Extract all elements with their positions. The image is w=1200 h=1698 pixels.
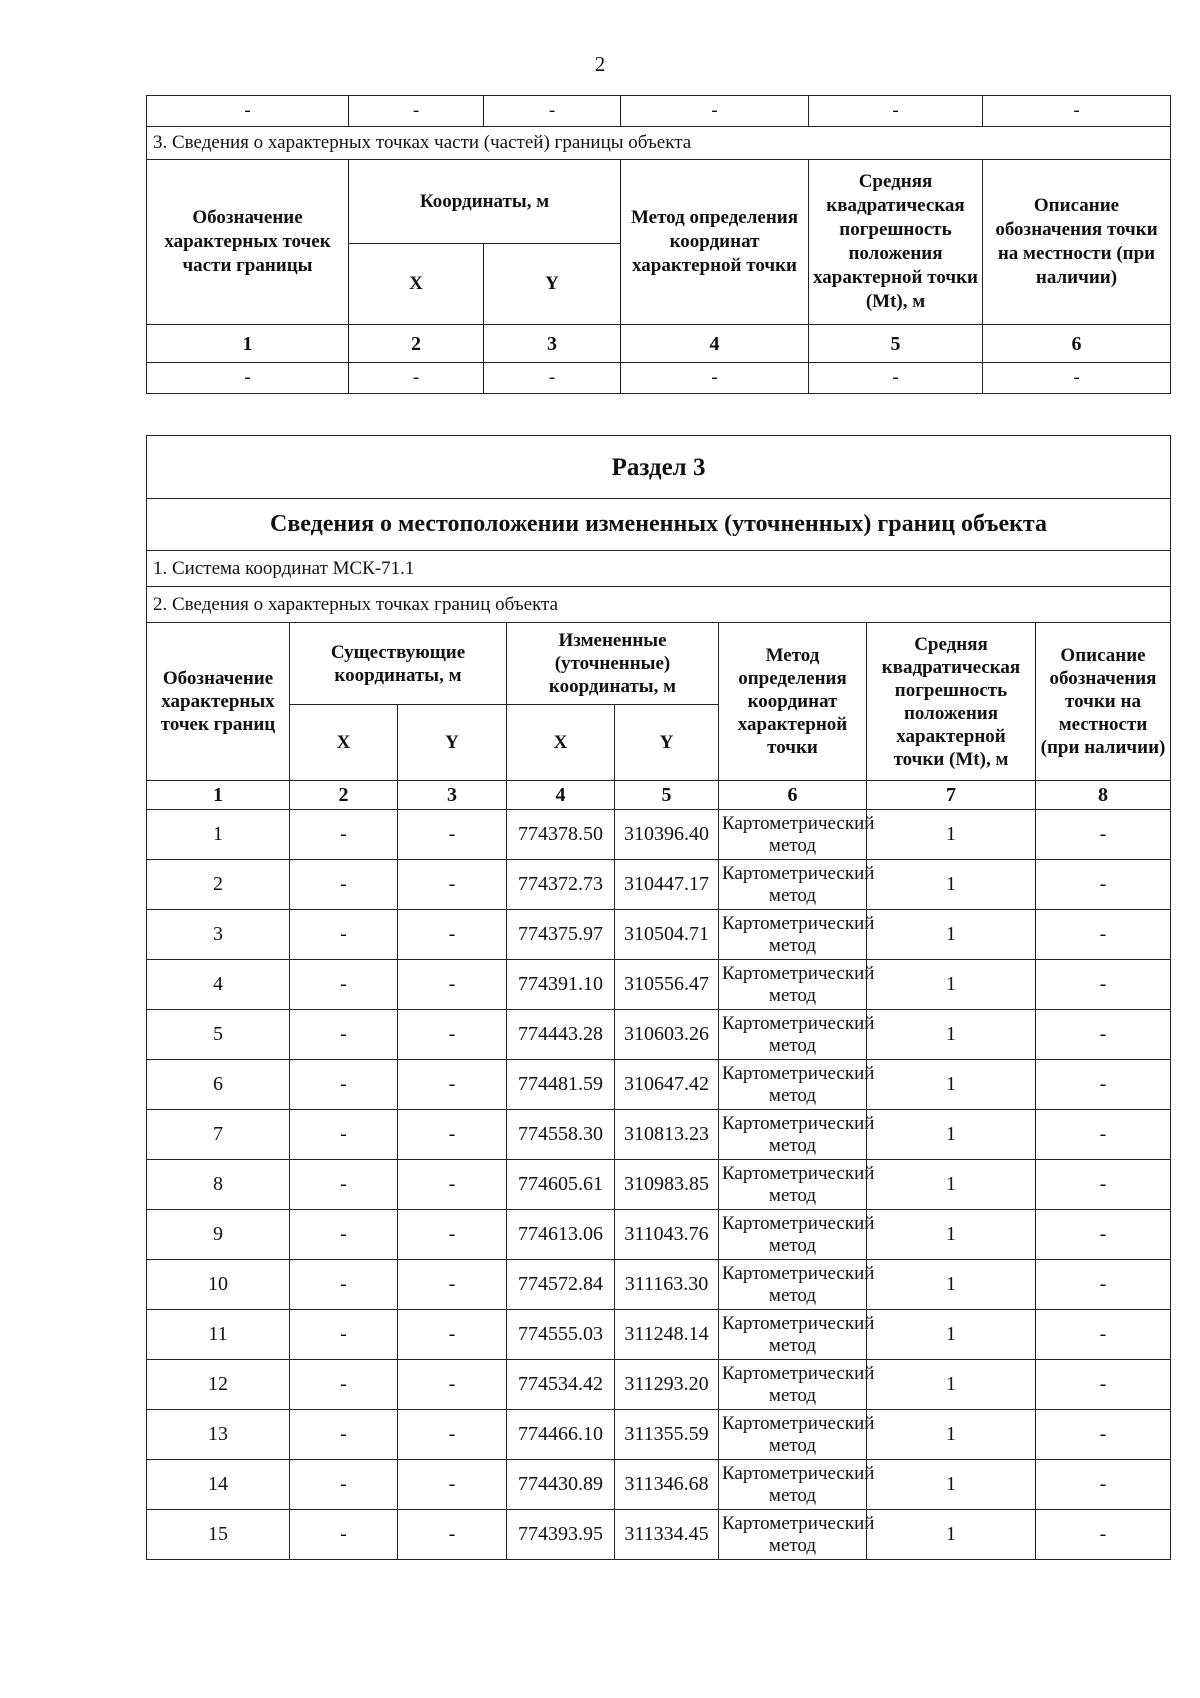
method-cell: Картометрический метод — [719, 910, 867, 960]
point-number-cell: 1 — [147, 810, 290, 860]
method-cell: Картометрический метод — [719, 860, 867, 910]
changed-x-cell: 774372.73 — [507, 860, 615, 910]
description-cell: - — [1036, 1360, 1171, 1410]
header-description: Описание обозначения точки на местности (при наличии) — [983, 160, 1171, 325]
existing-x-cell: - — [290, 1260, 398, 1310]
description-cell: - — [1036, 1410, 1171, 1460]
column-number: 1 — [147, 781, 290, 810]
table-row — [147, 910, 1171, 960]
existing-x-cell: - — [290, 1060, 398, 1110]
changed-x-cell: 774466.10 — [507, 1410, 615, 1460]
column-number: 5 — [809, 325, 983, 363]
header-description: Описание обозначения точки на местности (при наличии) — [1036, 623, 1171, 781]
error-cell: 1 — [867, 1010, 1036, 1060]
point-number-cell: 13 — [147, 1410, 290, 1460]
description-cell: - — [1036, 1510, 1171, 1560]
changed-y-cell: 310447.17 — [615, 860, 719, 910]
section-title: Раздел 3 — [147, 436, 1171, 499]
changed-y-cell: 311163.30 — [615, 1260, 719, 1310]
existing-x-cell: - — [290, 1310, 398, 1360]
existing-x-cell: - — [290, 860, 398, 910]
existing-y-cell: - — [398, 810, 507, 860]
existing-x-cell: - — [290, 1510, 398, 1560]
table-cell: - — [484, 363, 621, 394]
point-number-cell: 14 — [147, 1460, 290, 1510]
existing-y-cell: - — [398, 1210, 507, 1260]
point-number-cell: 15 — [147, 1510, 290, 1560]
coord-system-caption: 1. Система координат МСК-71.1 — [147, 551, 1171, 587]
method-cell: Картометрический метод — [719, 1260, 867, 1310]
existing-y-cell: - — [398, 1460, 507, 1510]
part-boundary-table — [146, 95, 1171, 394]
error-cell: 1 — [867, 960, 1036, 1010]
existing-y-cell: - — [398, 1410, 507, 1460]
table-row — [147, 1460, 1171, 1510]
part-points-caption: 3. Сведения о характерных точках части (частей) границы объекта — [147, 127, 1171, 160]
table-cell: - — [621, 363, 809, 394]
header-designation: Обозначение характерных точек границ — [147, 623, 290, 781]
table-row — [147, 1410, 1171, 1460]
table-row — [147, 1510, 1171, 1560]
header-existing-x: X — [290, 705, 398, 781]
method-cell: Картометрический метод — [719, 810, 867, 860]
changed-x-cell: 774558.30 — [507, 1110, 615, 1160]
method-cell: Картометрический метод — [719, 1310, 867, 1360]
existing-y-cell: - — [398, 1260, 507, 1310]
column-number: 5 — [615, 781, 719, 810]
table-row — [147, 1110, 1171, 1160]
existing-x-cell: - — [290, 1110, 398, 1160]
changed-y-cell: 311043.76 — [615, 1210, 719, 1260]
existing-y-cell: - — [398, 1360, 507, 1410]
point-number-cell: 3 — [147, 910, 290, 960]
header-coordinates: Координаты, м — [349, 160, 621, 244]
table-cell: - — [147, 96, 349, 127]
error-cell: 1 — [867, 1460, 1036, 1510]
column-number: 1 — [147, 325, 349, 363]
error-cell: 1 — [867, 1110, 1036, 1160]
method-cell: Картометрический метод — [719, 1460, 867, 1510]
changed-y-cell: 311355.59 — [615, 1410, 719, 1460]
table-cell: - — [621, 96, 809, 127]
column-number: 3 — [484, 325, 621, 363]
points-caption: 2. Сведения о характерных точках границ объекта — [147, 587, 1171, 623]
existing-y-cell: - — [398, 860, 507, 910]
error-cell: 1 — [867, 1260, 1036, 1310]
table-row — [147, 1010, 1171, 1060]
description-cell: - — [1036, 1460, 1171, 1510]
column-number: 7 — [867, 781, 1036, 810]
section-3-table — [146, 435, 1171, 1560]
existing-x-cell: - — [290, 1410, 398, 1460]
point-number-cell: 12 — [147, 1360, 290, 1410]
table-row — [147, 363, 1171, 394]
description-cell: - — [1036, 1060, 1171, 1110]
existing-x-cell: - — [290, 1210, 398, 1260]
column-numbers-row — [147, 325, 1171, 363]
changed-x-cell: 774613.06 — [507, 1210, 615, 1260]
existing-y-cell: - — [398, 1060, 507, 1110]
method-cell: Картометрический метод — [719, 1110, 867, 1160]
table-cell: - — [809, 96, 983, 127]
changed-y-cell: 310504.71 — [615, 910, 719, 960]
point-number-cell: 8 — [147, 1160, 290, 1210]
changed-y-cell: 311248.14 — [615, 1310, 719, 1360]
points-body — [147, 810, 1171, 1560]
header-x: X — [349, 244, 484, 325]
error-cell: 1 — [867, 1160, 1036, 1210]
table-row — [147, 1060, 1171, 1110]
table-row — [147, 1160, 1171, 1210]
changed-x-cell: 774393.95 — [507, 1510, 615, 1560]
method-cell: Картометрический метод — [719, 1360, 867, 1410]
table-row — [147, 1210, 1171, 1260]
point-number-cell: 10 — [147, 1260, 290, 1310]
header-error: Средняя квадратическая погрешность положения характерной точки (Mt), м — [867, 623, 1036, 781]
changed-y-cell: 310556.47 — [615, 960, 719, 1010]
description-cell: - — [1036, 1210, 1171, 1260]
point-number-cell: 5 — [147, 1010, 290, 1060]
header-changed-y: Y — [615, 705, 719, 781]
page-number: 2 — [594, 52, 606, 76]
description-cell: - — [1036, 1010, 1171, 1060]
existing-y-cell: - — [398, 1160, 507, 1210]
table-cell: - — [809, 363, 983, 394]
column-number: 4 — [507, 781, 615, 810]
existing-y-cell: - — [398, 1510, 507, 1560]
header-changed-coords: Измененные (уточненные) координаты, м — [507, 623, 719, 705]
header-method: Метод определения координат характерной точки — [621, 160, 809, 325]
column-number: 2 — [290, 781, 398, 810]
changed-x-cell: 774443.28 — [507, 1010, 615, 1060]
changed-y-cell: 310813.23 — [615, 1110, 719, 1160]
changed-y-cell: 310396.40 — [615, 810, 719, 860]
point-number-cell: 11 — [147, 1310, 290, 1360]
header-error: Средняя квадратическая погрешность положения характерной точки (Mt), м — [809, 160, 983, 325]
changed-x-cell: 774605.61 — [507, 1160, 615, 1210]
table-row — [147, 96, 1171, 127]
changed-x-cell: 774555.03 — [507, 1310, 615, 1360]
changed-y-cell: 310603.26 — [615, 1010, 719, 1060]
table-row — [147, 860, 1171, 910]
point-number-cell: 6 — [147, 1060, 290, 1110]
error-cell: 1 — [867, 810, 1036, 860]
changed-x-cell: 774430.89 — [507, 1460, 615, 1510]
point-number-cell: 7 — [147, 1110, 290, 1160]
error-cell: 1 — [867, 1410, 1036, 1460]
description-cell: - — [1036, 860, 1171, 910]
existing-x-cell: - — [290, 810, 398, 860]
column-number: 2 — [349, 325, 484, 363]
existing-x-cell: - — [290, 910, 398, 960]
point-number-cell: 4 — [147, 960, 290, 1010]
column-number: 4 — [621, 325, 809, 363]
description-cell: - — [1036, 1260, 1171, 1310]
header-method: Метод определения координат характерной точки — [719, 623, 867, 781]
error-cell: 1 — [867, 1060, 1036, 1110]
method-cell: Картометрический метод — [719, 1060, 867, 1110]
method-cell: Картометрический метод — [719, 1410, 867, 1460]
method-cell: Картометрический метод — [719, 1210, 867, 1260]
column-number: 3 — [398, 781, 507, 810]
changed-y-cell: 310983.85 — [615, 1160, 719, 1210]
table-row — [147, 1260, 1171, 1310]
table-cell: - — [147, 363, 349, 394]
point-number-cell: 2 — [147, 860, 290, 910]
changed-x-cell: 774391.10 — [507, 960, 615, 1010]
existing-y-cell: - — [398, 910, 507, 960]
description-cell: - — [1036, 1110, 1171, 1160]
header-changed-x: X — [507, 705, 615, 781]
table-row — [147, 1310, 1171, 1360]
existing-x-cell: - — [290, 1160, 398, 1210]
existing-y-cell: - — [398, 1110, 507, 1160]
header-y: Y — [484, 244, 621, 325]
table-cell: - — [349, 96, 484, 127]
existing-x-cell: - — [290, 1010, 398, 1060]
column-number: 8 — [1036, 781, 1171, 810]
existing-y-cell: - — [398, 1010, 507, 1060]
table-row — [147, 1360, 1171, 1410]
table-cell: - — [983, 96, 1171, 127]
error-cell: 1 — [867, 1310, 1036, 1360]
existing-x-cell: - — [290, 1360, 398, 1410]
changed-x-cell: 774375.97 — [507, 910, 615, 960]
changed-y-cell: 310647.42 — [615, 1060, 719, 1110]
changed-x-cell: 774572.84 — [507, 1260, 615, 1310]
method-cell: Картометрический метод — [719, 1160, 867, 1210]
changed-y-cell: 311334.45 — [615, 1510, 719, 1560]
column-number: 6 — [983, 325, 1171, 363]
header-existing-coords: Существующие координаты, м — [290, 623, 507, 705]
method-cell: Картометрический метод — [719, 1510, 867, 1560]
header-existing-y: Y — [398, 705, 507, 781]
existing-x-cell: - — [290, 960, 398, 1010]
existing-x-cell: - — [290, 1460, 398, 1510]
description-cell: - — [1036, 960, 1171, 1010]
changed-x-cell: 774534.42 — [507, 1360, 615, 1410]
error-cell: 1 — [867, 910, 1036, 960]
changed-y-cell: 311293.20 — [615, 1360, 719, 1410]
error-cell: 1 — [867, 1360, 1036, 1410]
description-cell: - — [1036, 1160, 1171, 1210]
point-number-cell: 9 — [147, 1210, 290, 1260]
description-cell: - — [1036, 810, 1171, 860]
table-cell: - — [484, 96, 621, 127]
error-cell: 1 — [867, 1510, 1036, 1560]
header-designation: Обозначение характерных точек части границы — [147, 160, 349, 325]
column-numbers-row — [147, 781, 1171, 810]
description-cell: - — [1036, 910, 1171, 960]
table-cell: - — [349, 363, 484, 394]
column-number: 6 — [719, 781, 867, 810]
changed-y-cell: 311346.68 — [615, 1460, 719, 1510]
existing-y-cell: - — [398, 960, 507, 1010]
error-cell: 1 — [867, 860, 1036, 910]
table-row — [147, 810, 1171, 860]
method-cell: Картометрический метод — [719, 1010, 867, 1060]
error-cell: 1 — [867, 1210, 1036, 1260]
section-subtitle: Сведения о местоположении измененных (уточненных) границ объекта — [147, 499, 1171, 551]
method-cell: Картометрический метод — [719, 960, 867, 1010]
existing-y-cell: - — [398, 1310, 507, 1360]
table-row — [147, 960, 1171, 1010]
description-cell: - — [1036, 1310, 1171, 1360]
changed-x-cell: 774481.59 — [507, 1060, 615, 1110]
table-cell: - — [983, 363, 1171, 394]
changed-x-cell: 774378.50 — [507, 810, 615, 860]
